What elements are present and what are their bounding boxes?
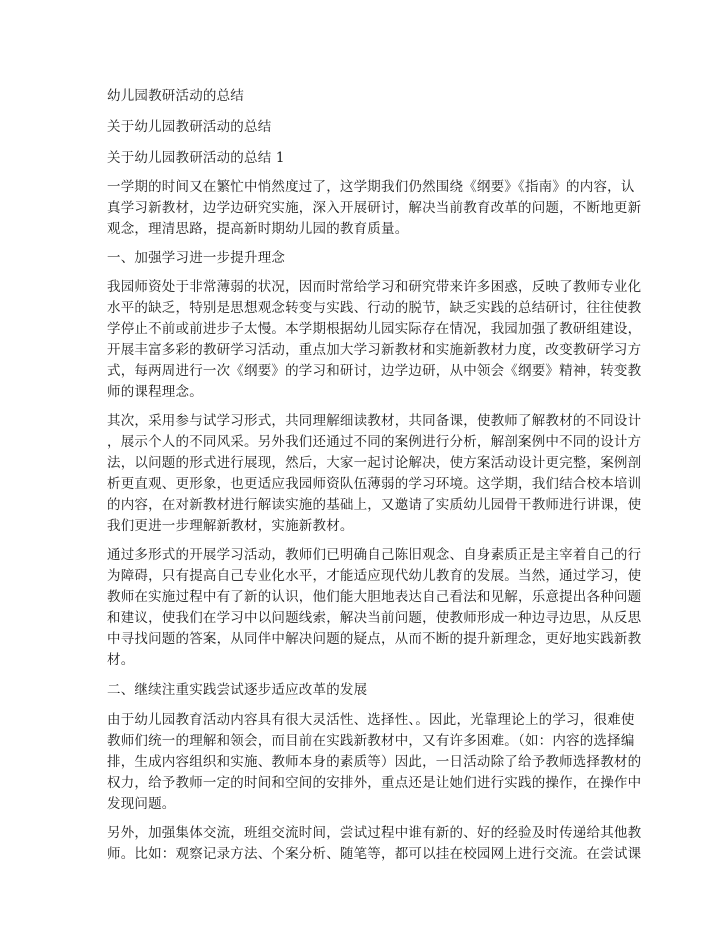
paragraph-line: ，展示个人的不同风采。另外我们还通过不同的案例进行分析，解剖案例中不同的设计方 [107,434,642,450]
paragraph-line: 的内容，在对新教材进行解读实施的基础上，又邀请了实质幼儿园骨干教师进行讲课，使 [107,497,642,513]
paragraph-line: 学停止不前或前进步子太慢。本学期根据幼儿园实际存在情况，我园加强了教研组建设， [107,321,642,337]
paragraph-line: 水平的缺乏，特别是思想观念转变与实践、行动的脱节，缺乏实践的总结研讨，往往使教 [107,300,642,316]
paragraph-line: 开展丰富多彩的教研学习活动，重点加大学习新教材和实施新教材力度，改变教研学习方 [107,342,642,358]
paragraph-line: 教师们统一的理解和领会，而目前在实践新教材中，又有许多困难。（如：内容的选择编 [107,733,635,749]
paragraph-line: 材。 [107,652,135,668]
paragraph-line: 由于幼儿园教育活动内容具有很大灵活性、选择性、。因此，光靠理论上的学习，很难使 [107,712,635,728]
section-heading: 二、继续注重实践尝试逐步适应改革的发展 [107,682,368,698]
paragraph-line: 为障碍，只有提高自己专业化水平，才能适应现代幼儿教育的发展。当然，通过学习，使 [107,568,642,584]
paragraph-line: 师。比如：观察记录方法、个案分析、随笔等，都可以挂在校园网上进行交流。在尝试课 [107,846,642,862]
paragraph-line: 教师在实施过程中有了新的认识，他们能大胆地表达自己看法和见解，乐意提出各种问题 [107,589,642,605]
document-subtitle: 关于幼儿园教研活动的总结 [107,119,272,135]
section-title: 关于幼儿园教研活动的总结 1 [107,150,285,166]
paragraph-line: 权力，给予教师一定的时间和空间的安排外，重点还是让她们进行实践的操作，在操作中 [107,775,642,791]
document-title: 幼儿园教研活动的总结 [107,88,244,104]
paragraph-line: 和建议，使我们在学习中以问题线索，解决当前问题，使教师形成一种边寻边思，从反思 [107,610,642,626]
paragraph-line: 一学期的时间又在繁忙中悄然度过了，这学期我们仍然围绕《纲要》《指南》的内容，认 [107,179,635,195]
paragraph-line: 通过多形式的开展学习活动，教师们已明确自己陈旧观念、自身素质正是主宰着自己的行 [107,547,642,563]
paragraph-line: 我园师资处于非常薄弱的状况，因而时常给学习和研究带来许多困惑，反映了教师专业化 [107,279,642,295]
paragraph-line: 式，每两周进行一次《纲要》的学习和研讨，边学边研，从中领会《纲要》精神，转变教 [107,363,642,379]
paragraph-line: 真学习新教材，边学边研究实施，深入开展研讨，解决当前教育改革的问题，不断地更新 [107,200,642,216]
paragraph-line: 另外，加强集体交流，班组交流时间，尝试过程中谁有新的、好的经验及时传递给其他教 [107,825,642,841]
paragraph-line: 中寻找问题的答案，从同伴中解决问题的疑点，从而不断的提升新理念，更好地实践新教 [107,631,642,647]
paragraph-line: 其次，采用参与试学习形式，共同理解细读教材，共同备课，使教师了解教材的不同设计 [107,413,642,429]
paragraph-line: 发现问题。 [107,796,176,812]
paragraph-line: 排，生成内容组织和实施、教师本身的素质等）因此，一日活动除了给予教师选择教材的 [107,754,642,770]
paragraph-line: 法，以问题的形式进行展现，然后，大家一起讨论解决，使方案活动设计更完整，案例剖 [107,455,642,471]
paragraph-line: 师的课程理念。 [107,384,203,400]
paragraph-line: 析更直观、更形象，也更适应我园师资队伍薄弱的学习环境。这学期，我们结合校本培训 [107,476,642,492]
section-heading: 一、加强学习进一步提升理念 [107,250,286,266]
paragraph-line: 我们更进一步理解新教材，实施新教材。 [107,518,354,534]
paragraph-line: 观念，理清思路，提高新时期幼儿园的教育质量。 [107,221,409,237]
